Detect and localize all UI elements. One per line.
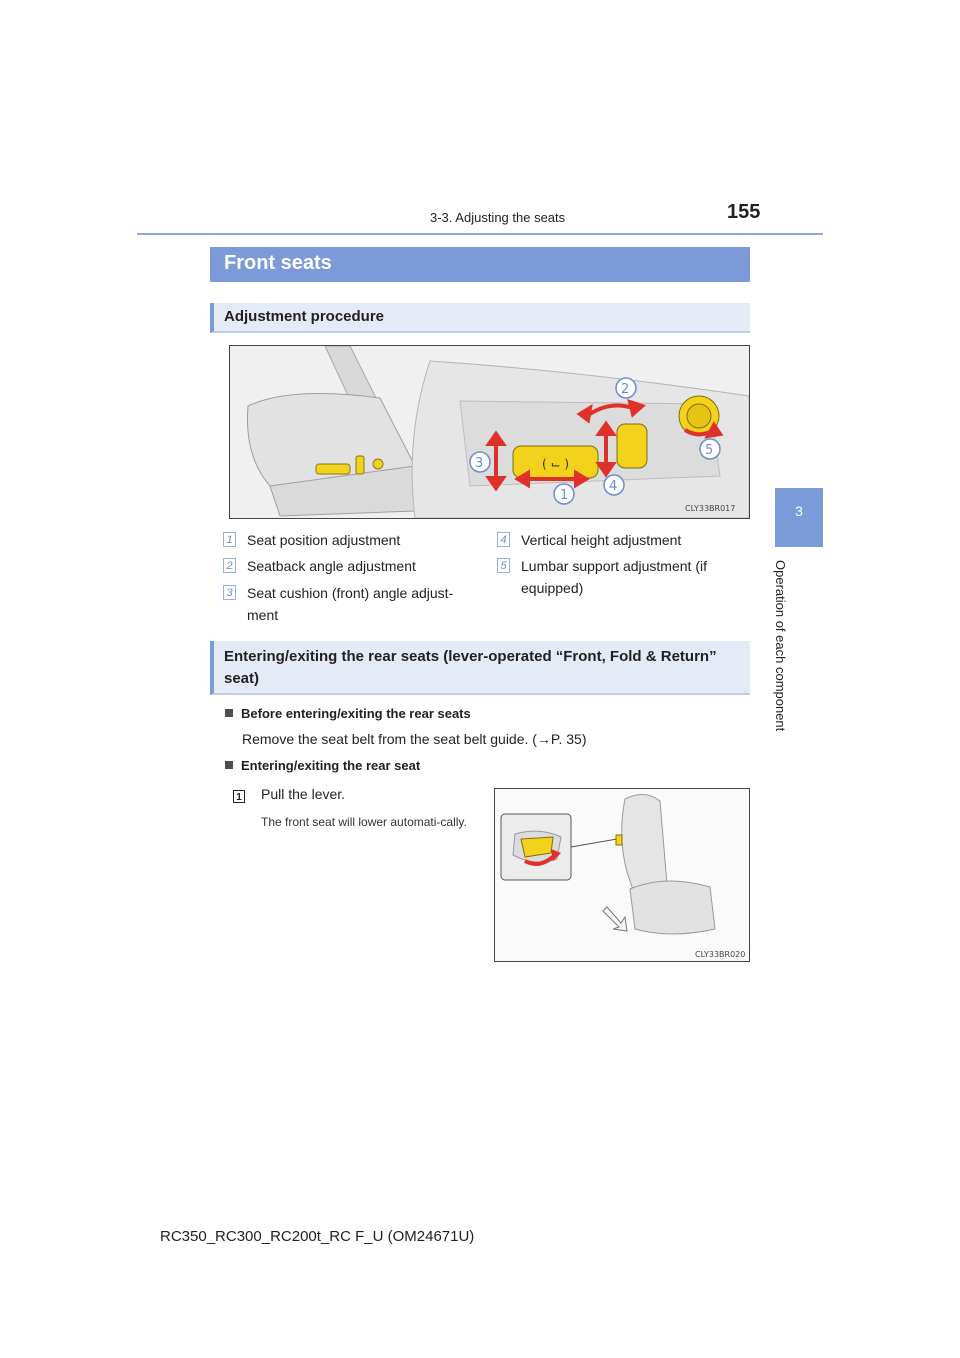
chapter-tab-text: Operation of each component bbox=[773, 560, 788, 732]
legend-number: 3 bbox=[223, 585, 236, 600]
figure-code: CLY33BR020 bbox=[695, 950, 746, 959]
legend-number: 5 bbox=[497, 558, 510, 573]
legend-number: 4 bbox=[497, 532, 510, 547]
svg-text:4: 4 bbox=[609, 479, 618, 494]
entering-title-text: Entering/exiting the rear seat bbox=[241, 758, 421, 773]
legend-item bbox=[223, 529, 473, 551]
figure-code: CLY33BR017 bbox=[685, 504, 736, 513]
before-entering-title-text: Before entering/exiting the rear seats bbox=[241, 706, 471, 721]
legend-text: Seatback angle adjustment bbox=[247, 558, 416, 574]
svg-text:2: 2 bbox=[621, 382, 630, 397]
before-entering-title bbox=[225, 706, 471, 721]
chapter-tab-label bbox=[772, 560, 792, 745]
legend-item bbox=[223, 555, 473, 577]
chapter-tab[interactable]: 3 bbox=[775, 488, 823, 547]
step-text: Pull the lever. bbox=[261, 786, 346, 802]
legend-text: Seat cushion (front) angle adjust-ment bbox=[247, 585, 454, 623]
subsection-heading-rear-seats: Entering/exiting the rear seats (lever-operated “Front, Fold & Return” seat) bbox=[210, 641, 750, 695]
legend-item bbox=[497, 555, 747, 599]
seat-adjustment-figure bbox=[229, 345, 750, 519]
page-number: 155 bbox=[727, 201, 761, 223]
legend-item bbox=[497, 529, 747, 551]
rear-access-figure bbox=[494, 788, 750, 962]
bullet-square-icon bbox=[225, 761, 233, 769]
legend-item bbox=[223, 582, 473, 626]
step-number-box: 1 bbox=[233, 790, 245, 803]
svg-text:3: 3 bbox=[475, 456, 484, 471]
subsection-heading-adjustment: Adjustment procedure bbox=[210, 303, 750, 333]
legend-text: Seat position adjustment bbox=[247, 532, 401, 548]
header-section-title: 3-3. Adjusting the seats bbox=[430, 210, 566, 225]
bullet-square-icon bbox=[225, 709, 233, 717]
step-number bbox=[233, 787, 245, 805]
before-entering-text: Remove the seat belt from the seat belt guide. (→P. 35) bbox=[242, 731, 587, 747]
legend-number: 1 bbox=[223, 532, 236, 547]
svg-text:( ⌙ ): ( ⌙ ) bbox=[542, 457, 570, 471]
legend-number: 2 bbox=[223, 558, 236, 573]
legend-text: Lumbar support adjustment (if equipped) bbox=[521, 558, 707, 596]
svg-text:1: 1 bbox=[560, 488, 569, 503]
footer-model-code: RC350_RC300_RC200t_RC F_U (OM24671U) bbox=[160, 1228, 475, 1245]
step-note: The front seat will lower automati-cally. bbox=[261, 815, 467, 829]
svg-text:5: 5 bbox=[705, 443, 714, 458]
entering-title bbox=[225, 758, 420, 773]
header-divider bbox=[137, 233, 823, 235]
section-title-text: Front seats bbox=[224, 252, 332, 274]
legend-text: Vertical height adjustment bbox=[521, 532, 682, 548]
section-title bbox=[210, 247, 750, 282]
